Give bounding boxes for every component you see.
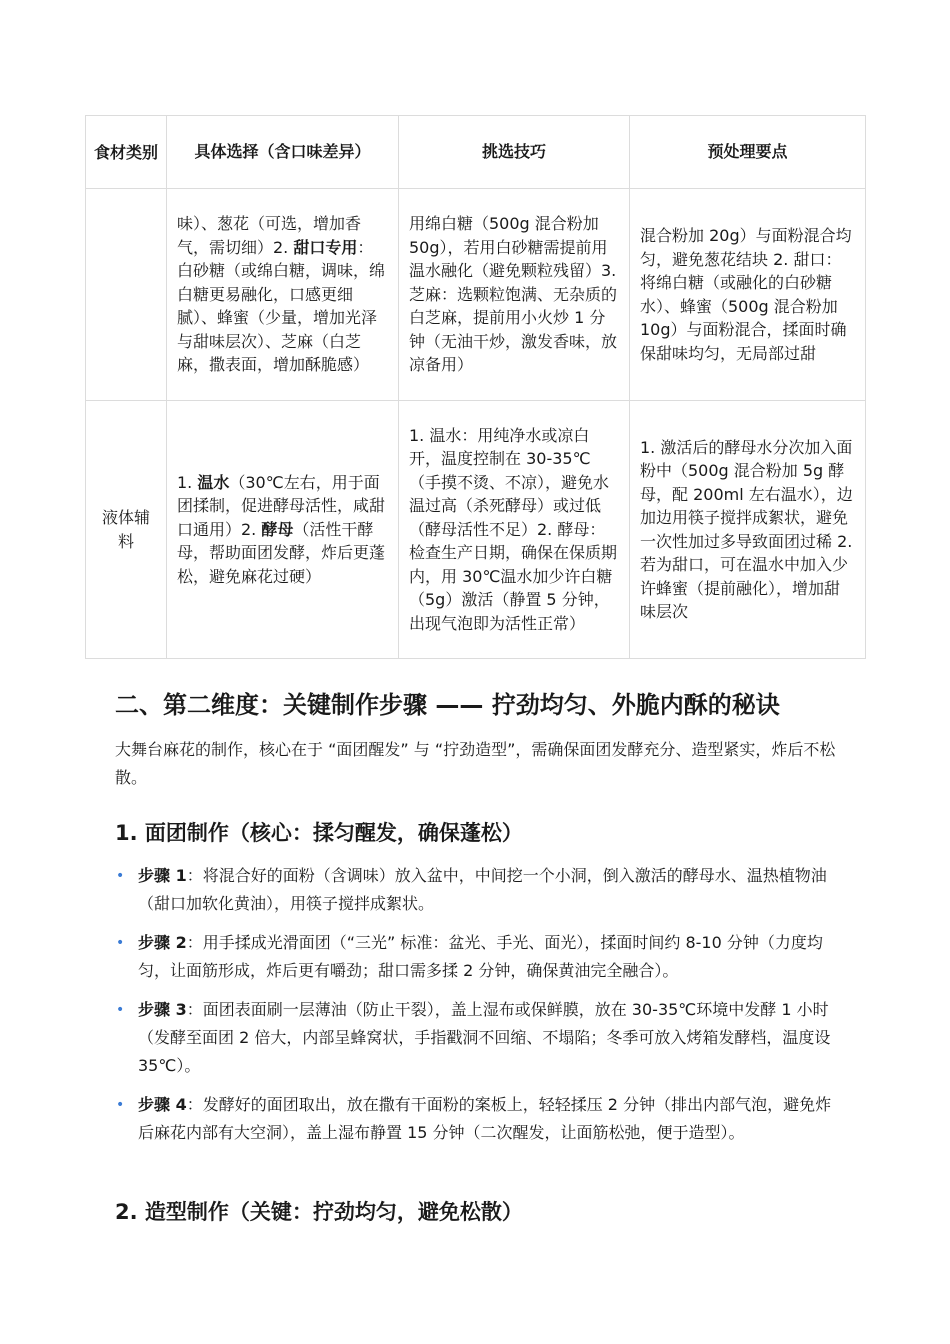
- cell-category: [86, 189, 167, 401]
- cell-tips: 用绵白糖（500g 混合粉加 50g），若用白砂糖需提前用温水融化（避免颗粒残留）3. 芝麻：选颗粒饱满、无杂质的白芝麻，提前用小火炒 1 分钟（无油干炒，激发香味，放凉备用）: [399, 189, 630, 401]
- section-intro: 大舞台麻花的制作，核心在于 “面团醒发” 与 “拧劲造型”，需确保面团发酵充分、造型紧实，炸后不松散。: [115, 740, 836, 787]
- table-header-row: [86, 116, 866, 189]
- cell-tips: 1. 温水：用纯净水或凉白开，温度控制在 30-35℃（手摸不烫、不凉），避免水温过高（杀死酵母）或过低（酵母活性不足）2. 酵母：检查生产日期，确保在保质期内，用 30℃温水加少许白糖（5g）激活（静置 5 分钟，出现气泡即为活性正常）: [399, 401, 630, 659]
- bullet-icon: •: [116, 868, 125, 884]
- list-item: • 步骤 4：发酵好的面团取出，放在撒有干面粉的案板上，轻轻揉压 2 分钟（排出内部气泡，避免炸后麻花内部有大空洞），盖上湿布静置 15 分钟（二次醒发，让面筋松弛，便于造型）。: [115, 1091, 845, 1147]
- cell-prep: 1. 激活后的酵母水分次加入面粉中（500g 混合粉加 5g 酵母，配 200ml 左右温水），边加边用筷子搅拌成絮状，避免一次性加过多导致面团过稀 2. 若为甜口，可在温水中加入少许蜂蜜（提前融化），增加甜味层次: [630, 401, 866, 659]
- cell-choice: 味）、葱花（可选，增加香气，需切细）2. 甜口专用：白砂糖（或绵白糖，调味，绵白糖更易融化，口感更细腻）、蜂蜜（少量，增加光泽与甜味层次）、芝麻（白芝麻，撒表面，增加酥脆感）: [167, 189, 399, 401]
- cell-prep: 混合粉加 20g）与面粉混合均匀，避免葱花结块 2. 甜口：将绵白糖（或融化的白砂糖水）、蜂蜜（500g 混合粉加 10g）与面粉混合，揉面时确保甜味均匀，无局部过甜: [630, 189, 866, 401]
- step-list: [115, 862, 845, 1158]
- list-item: • 步骤 1：将混合好的面粉（含调味）放入盆中，中间挖一个小洞，倒入激活的酵母水、温热植物油（甜口加软化黄油），用筷子搅拌成絮状。: [115, 862, 845, 918]
- bullet-icon: •: [116, 935, 125, 951]
- bullet-icon: •: [116, 1002, 125, 1018]
- ingredient-table: [85, 115, 866, 659]
- header-choice: 具体选择（含口味差异）: [167, 116, 399, 189]
- header-tips: 挑选技巧: [399, 116, 630, 189]
- table-row: [86, 189, 866, 401]
- bullet-icon: •: [116, 1097, 125, 1113]
- list-item: • 步骤 2：用手揉成光滑面团（“三光” 标准：盆光、手光、面光），揉面时间约 8-10 分钟（力度均匀，让面筋形成，炸后更有嚼劲；甜口需多揉 2 分钟，确保黄油完全融合）。: [115, 929, 845, 985]
- subsection-heading-shaping: 2. 造型制作（关键：拧劲均匀，避免松散）: [115, 1200, 523, 1224]
- cell-choice: 1. 温水（30℃左右，用于面团揉制，促进酵母活性，咸甜口通用）2. 酵母（活性干酵母，帮助面团发酵，炸后更蓬松，避免麻花过硬）: [167, 401, 399, 659]
- table-row: [86, 401, 866, 659]
- subsection-heading-dough: 1. 面团制作（核心：揉匀醒发，确保蓬松）: [115, 821, 523, 845]
- list-item: • 步骤 3：面团表面刷一层薄油（防止干裂），盖上湿布或保鲜膜，放在 30-35℃环境中发酵 1 小时（发酵至面团 2 倍大，内部呈蜂窝状，手指戳洞不回缩、不塌陷；冬季可放入烤箱发酵档，温度设 35℃）。: [115, 996, 845, 1080]
- header-category: 食材类别: [86, 116, 167, 189]
- header-prep: 预处理要点: [630, 116, 866, 189]
- cell-category: 液体辅料: [86, 401, 167, 659]
- section-heading: 二、第二维度：关键制作步骤 —— 拧劲均匀、外脆内酥的秘诀: [115, 691, 780, 719]
